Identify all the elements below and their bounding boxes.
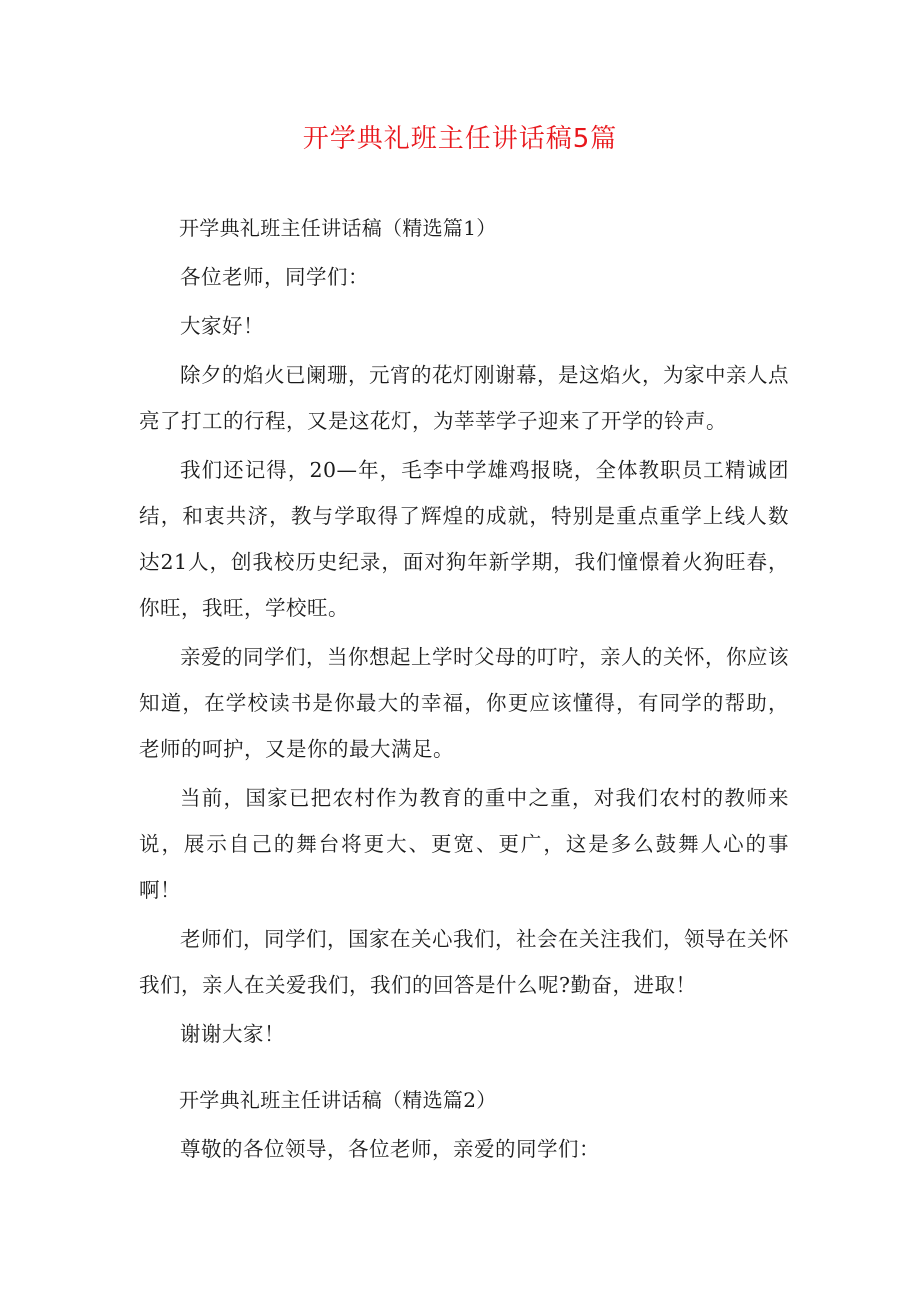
- paragraph: 除夕的焰火已阑珊，元宵的花灯刚谢幕，是这焰火，为家中亲人点亮了打工的行程，又是这花灯，为莘莘学子迎来了开学的铃声。: [139, 363, 789, 433]
- closing: 谢谢大家！: [180, 1022, 285, 1046]
- salutation: 各位老师，同学们：: [180, 265, 369, 289]
- greeting: 大家好！: [180, 314, 264, 338]
- section-heading-2: 开学典礼班主任讲话稿（精选篇2）: [179, 1088, 497, 1112]
- document-body: [139, 205, 789, 1175]
- paragraph: 老师们，同学们，国家在关心我们，社会在关注我们，领导在关怀我们，亲人在关爱我们，我们的回答是什么呢?勤奋，进取！: [139, 927, 789, 997]
- document-title: 开学典礼班主任讲话稿5篇: [302, 124, 618, 154]
- paragraph: 当前，国家已把农村作为教育的重中之重，对我们农村的教师来说，展示自己的舞台将更大、更宽、更广，这是多么鼓舞人心的事啊！: [139, 786, 789, 902]
- paragraph: 亲爱的同学们，当你想起上学时父母的叮咛，亲人的关怀，你应该知道，在学校读书是你最大的幸福，你更应该懂得，有同学的帮助，老师的呵护，又是你的最大满足。: [139, 645, 789, 761]
- salutation: 尊敬的各位领导，各位老师，亲爱的同学们：: [180, 1137, 600, 1161]
- section-heading-1: 开学典礼班主任讲话稿（精选篇1）: [179, 216, 497, 240]
- paragraph: 我们还记得，20—年，毛李中学雄鸡报晓，全体教职员工精诚团结，和衷共济，教与学取得了辉煌的成就，特别是重点重学上线人数达21人，创我校历史纪录，面对狗年新学期，我们憧憬着火狗旺春，你旺，我旺，学校旺。: [139, 458, 789, 620]
